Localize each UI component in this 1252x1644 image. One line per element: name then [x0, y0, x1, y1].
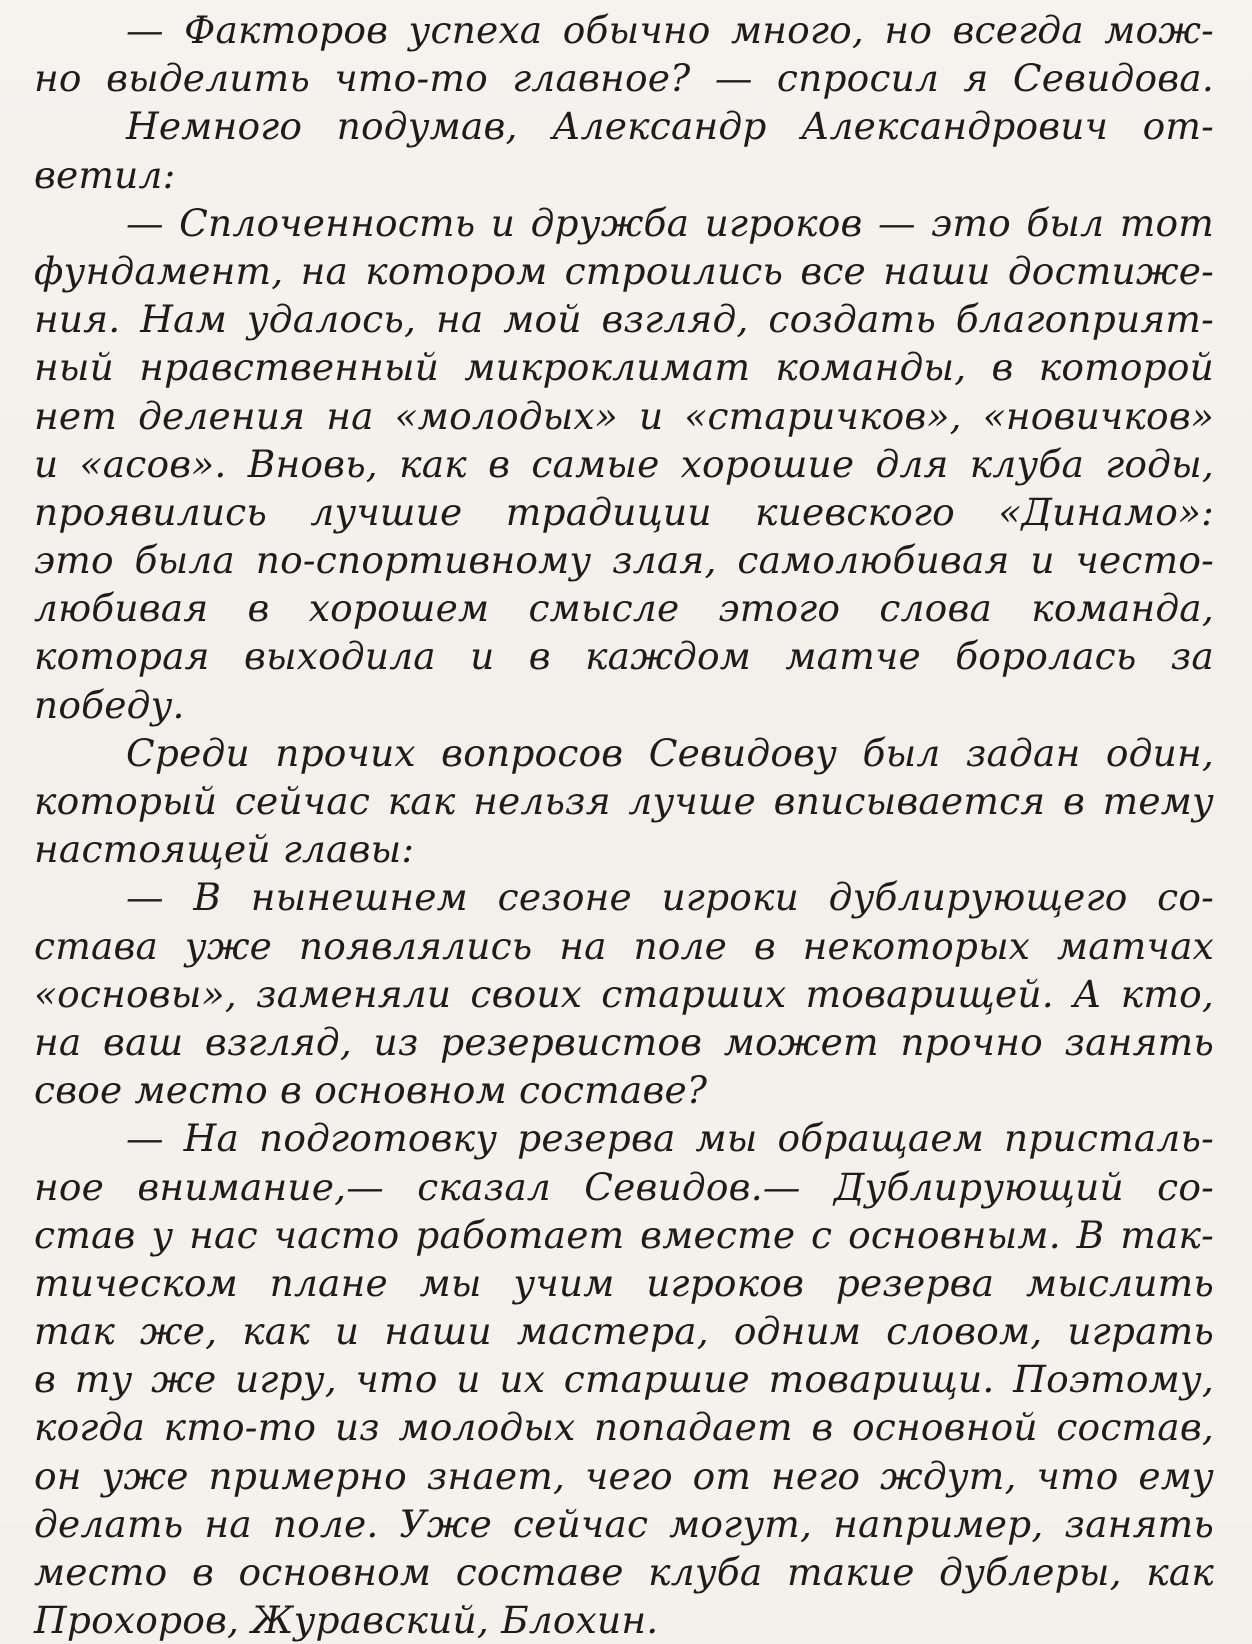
text-line: ное внимание,— сказал Севидов.— Дублирующий со-	[34, 1164, 1214, 1209]
text-line: победу.	[34, 682, 185, 727]
text-line: и «асов». Вновь, как в самые хорошие для клуба годы,	[34, 441, 1214, 486]
text-line: любивая в хорошем смысле этого слова команда,	[34, 586, 1214, 631]
text-line: ный нравственный микроклимат команды, в которой	[34, 345, 1214, 390]
text-line: тическом плане мы учим игроков резерва мыслить	[34, 1260, 1214, 1305]
text-line: на ваш взгляд, из резервистов может прочно занять	[34, 1019, 1214, 1064]
text-line: настоящей главы:	[34, 827, 415, 872]
text-line: Прохоров, Журавский, Блохин.	[34, 1598, 659, 1643]
text-line: место в основном составе клуба такие дублеры, как	[34, 1550, 1214, 1594]
text-line: Среди прочих вопросов Севидову был задан один,	[126, 730, 1214, 775]
text-line: проявились лучшие традиции киевского «Динамо»:	[34, 489, 1214, 534]
body-text	[34, 6, 1214, 1644]
text-line: став у нас часто работает вместе с основным. В так-	[34, 1212, 1214, 1257]
text-line: свое место в основном составе?	[34, 1068, 708, 1113]
text-line: так же, как и наши мастера, одним словом, играть	[34, 1309, 1214, 1354]
text-line: нет деления на «молодых» и «старичков», «новичков»	[34, 393, 1214, 438]
text-line: в ту же игру, что и их старшие товарищи. Поэтому,	[34, 1357, 1214, 1402]
text-line: ветил:	[34, 152, 176, 197]
text-line: он уже примерно знает, чего от него ждут, что ему	[34, 1453, 1214, 1498]
text-line: — В нынешнем сезоне игроки дублирующего со-	[126, 875, 1214, 920]
text-line: но выделить что-то главное? — спросил я Севидова.	[34, 56, 1214, 101]
text-line: Немного подумав, Александр Александрович от-	[126, 104, 1214, 149]
text-line: которая выходила и в каждом матче боролась за	[34, 634, 1214, 679]
text-line: фундамент, на котором строились все наши достиже-	[34, 248, 1214, 293]
text-line: когда кто-то из молодых попадает в основной состав,	[34, 1405, 1214, 1450]
text-line: — Сплоченность и дружба игроков — это был тот	[126, 200, 1214, 245]
text-line: который сейчас как нельзя лучше вписывается в тему	[34, 779, 1214, 823]
text-line: ния. Нам удалось, на мой взгляд, создать благоприят-	[34, 297, 1214, 342]
text-line: — Факторов успеха обычно много, но всегда мож-	[126, 8, 1214, 52]
text-line: става уже появлялись на поле в некоторых матчах	[34, 923, 1214, 968]
text-line: «основы», заменяли своих старших товарищей. А кто,	[34, 971, 1214, 1016]
text-line: это была по-спортивному злая, самолюбивая и често-	[34, 538, 1214, 583]
text-line: делать на поле. Уже сейчас могут, например, занять	[34, 1501, 1214, 1546]
text-line: — На подготовку резерва мы обращаем присталь-	[126, 1116, 1214, 1161]
